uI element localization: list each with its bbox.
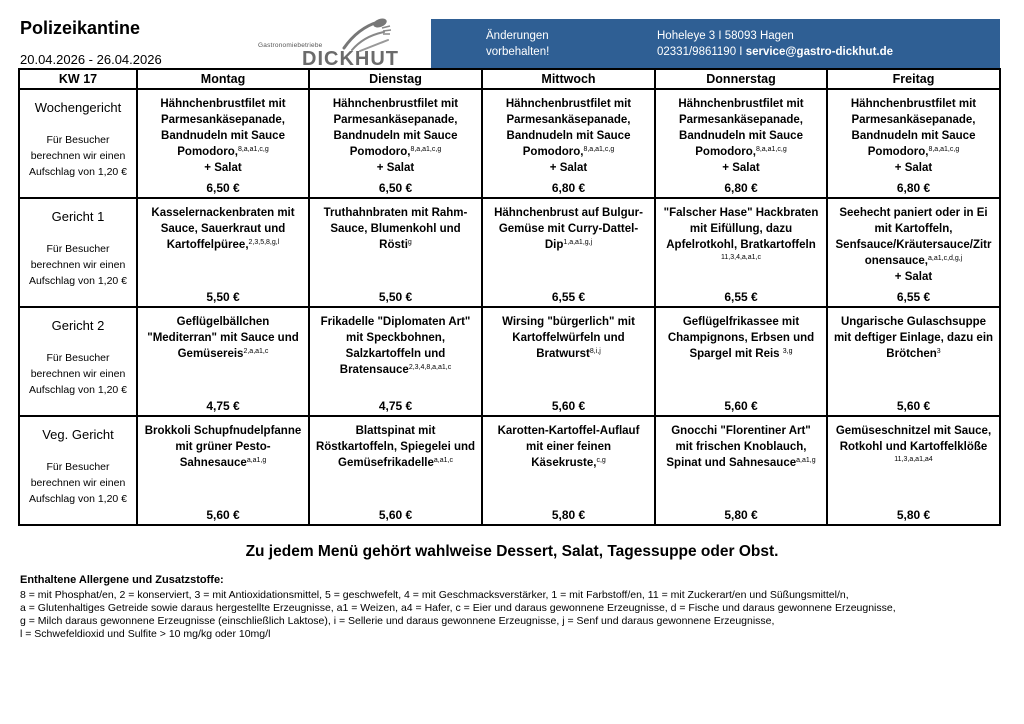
dish-line-text: Bratensauce	[339, 364, 409, 376]
dish-line: Bandnudeln mit Sauce	[161, 130, 285, 142]
dish-line: Champignons, Erbsen und	[667, 332, 815, 344]
dish-line	[658, 455, 824, 471]
price: 5,80 €	[896, 508, 931, 522]
dish-line: Hähnchenbrustfilet mit	[678, 98, 804, 110]
dish-line	[485, 144, 652, 160]
dish-line: Parmesankäsepanade,	[851, 114, 976, 126]
contact-line	[657, 44, 893, 60]
menu-row	[19, 198, 1000, 307]
visitor-note-line: Aufschlag von 1,20 €	[28, 275, 128, 287]
dish-line: Bandnudeln mit Sauce	[506, 130, 631, 142]
dish-name	[483, 308, 654, 362]
dish-name	[483, 90, 654, 176]
dish-line-text: Pomodoro,	[867, 146, 929, 158]
dish-name	[656, 90, 826, 176]
date-range: 20.04.2026 - 26.04.2026	[20, 52, 162, 67]
price: 6,55 €	[724, 290, 758, 304]
header-row	[19, 69, 1000, 89]
price: 6,80 €	[551, 181, 586, 195]
visitor-note-line: Aufschlag von 1,20 €	[28, 384, 128, 396]
menu-row	[19, 307, 1000, 416]
dish-line: Frikadelle "Diplomaten Art"	[320, 316, 471, 328]
menu-cell	[655, 307, 827, 416]
dish-line-text: Pomodoro,	[349, 146, 411, 158]
menu-cell	[137, 416, 309, 525]
menu-cell	[482, 89, 655, 198]
dish-line	[485, 455, 652, 471]
menu-table	[18, 68, 1001, 526]
menu-cell	[827, 198, 1000, 307]
visitor-surcharge-note	[20, 350, 136, 398]
dish-name	[828, 417, 999, 464]
dish-name	[310, 417, 481, 471]
dish-line	[140, 455, 306, 471]
visitor-surcharge-note	[20, 459, 136, 507]
dish-name	[828, 308, 999, 362]
dish-line: Apfelrotkohl, Bratkartoffeln	[666, 239, 816, 251]
row-name: Veg. Gericht	[42, 427, 114, 442]
dish-line: Gemüseschnitzel mit Sauce,	[835, 425, 992, 437]
allergen-codes: 8,a,a1,c,g	[583, 146, 615, 153]
allergen-codes: g	[407, 239, 412, 246]
page-title: Polizeikantine	[20, 18, 141, 38]
allergen-title: Enthaltene Allergene und Zusatzstoffe:	[20, 574, 224, 586]
price: 5,80 €	[551, 508, 586, 522]
dish-line: Gnocchi "Florentiner Art"	[671, 425, 811, 437]
dish-line: mit Eifüllung, dazu	[689, 223, 793, 235]
dish-line: "Falscher Hase" Hackbraten	[663, 207, 819, 219]
day-header-wednesday: Mittwoch	[482, 69, 655, 89]
dish-line: Truthahnbraten mit Rahm-	[323, 207, 468, 219]
dish-line-text: Spinat und Sahnesauce	[666, 457, 797, 469]
day-header-tuesday: Dienstag	[309, 69, 482, 89]
dish-line: Rotkohl und Kartoffelklöße	[839, 441, 988, 453]
dish-line: mit einer feinen	[526, 441, 611, 453]
dish-line: "Mediterran" mit Sauce und	[147, 332, 299, 344]
dish-line	[485, 346, 652, 362]
dish-line: Brokkoli Schupfnudelpfanne	[144, 425, 302, 437]
row-name: Gericht 1	[51, 209, 105, 224]
menu-cell	[827, 416, 1000, 525]
banner-note-line: Änderungen	[486, 30, 549, 42]
salad-extra: + Salat	[549, 162, 588, 174]
dish-line: Hähnchenbrustfilet mit	[850, 98, 977, 110]
allergen-codes: a,a1,c	[433, 457, 453, 464]
dish-line: Wirsing "bürgerlich" mit	[502, 316, 635, 328]
menu-cell	[482, 198, 655, 307]
address: Hoheleye 3 I 58093 Hagen	[657, 30, 794, 42]
visitor-note-line: berechnen wir einen	[30, 477, 126, 489]
dish-line: Geflügelbällchen	[176, 316, 270, 328]
dish-name	[656, 308, 826, 362]
dish-name	[138, 417, 308, 471]
dish-line: Hähnchenbrustfilet mit	[160, 98, 286, 110]
dish-line: Senfsauce/Kräutersauce/Zitr	[835, 239, 992, 251]
price: 6,50 €	[206, 181, 240, 195]
price: 5,60 €	[378, 508, 413, 522]
dish-line: mit Kartoffeln,	[874, 223, 953, 235]
row-header	[19, 307, 137, 416]
dish-line-text: Käsekruste,	[531, 457, 597, 469]
menu-cell	[309, 307, 482, 416]
dish-line: Sauce, Sauerkraut und	[160, 223, 286, 235]
logo-subtitle: Gastronomiebetriebe	[258, 42, 323, 49]
dish-name	[310, 90, 481, 176]
allergen-codes: 8,i,j	[589, 348, 601, 355]
salad-extra: + Salat	[894, 271, 933, 283]
visitor-surcharge-note	[20, 241, 136, 289]
row-name: Gericht 2	[51, 318, 105, 333]
dish-name	[138, 308, 308, 362]
dish-line: Kartoffelwürfeln und	[512, 332, 625, 344]
allergen-codes: 8,a,a1,c,g	[410, 146, 442, 153]
dish-line	[312, 237, 479, 253]
dish-line: mit grüner Pesto-	[175, 441, 271, 453]
price: 5,80 €	[724, 508, 758, 522]
allergen-codes: 2,3,4,8,a,a1,c	[408, 364, 452, 371]
dish-name	[483, 199, 654, 253]
dish-line: Seehecht paniert oder in Ei	[839, 207, 988, 219]
dish-line: Ungarische Gulaschsuppe	[840, 316, 987, 328]
price: 4,75 €	[378, 399, 413, 413]
menu-cell	[827, 307, 1000, 416]
menu-cell	[137, 89, 309, 198]
visitor-note-line: berechnen wir einen	[30, 259, 126, 271]
dish-line	[830, 346, 997, 362]
menu-row	[19, 416, 1000, 525]
dish-line	[312, 455, 479, 471]
dish-line: Karotten-Kartoffel-Auflauf	[497, 425, 640, 437]
dish-line-text: Kartoffelpüree,	[166, 239, 249, 251]
menu-cell	[482, 416, 655, 525]
menu-cell	[655, 89, 827, 198]
dish-line: Sauce, Blumenkohl und	[330, 223, 461, 235]
dish-line-text: Gemüsefrikadelle	[338, 457, 434, 469]
allergen-line: l = Schwefeldioxid und Sulfite > 10 mg/kg oder 10mg/l	[20, 628, 271, 640]
dish-line: Kasselernackenbraten mit	[151, 207, 295, 219]
logo-brand: DICKHUT	[302, 48, 399, 70]
allergen-line: g = Milch daraus gewonnene Erzeugnisse (einschließlich Laktose), i = Sellerie und daraus gewonnene Erzeugnisse, j = Senf und daraus gewonnene Erzeugnisse,	[20, 615, 775, 627]
dish-line: mit frischen Knoblauch,	[675, 441, 807, 453]
price: 5,60 €	[896, 399, 931, 413]
price: 5,60 €	[206, 508, 240, 522]
dish-line	[830, 144, 997, 160]
dish-line	[658, 144, 824, 160]
allergen-codes: a,a1,c,d,g,j	[928, 255, 963, 262]
allergen-line: 8 = mit Phosphat/en, 2 = konserviert, 3 = mit Antioxidationsmittel, 5 = geschwefelt, 4 = mit Geschmacksverstärker, 1 = mit Farbstoff/en, 11 = mit Zuckerart/en und Süßungsmittel/n,	[20, 589, 849, 601]
visitor-note-line: Für Besucher	[46, 134, 110, 146]
dish-line	[485, 237, 652, 253]
dish-name	[828, 90, 999, 176]
visitor-surcharge-note	[20, 132, 136, 180]
dish-line: Geflügelfrikassee mit	[682, 316, 800, 328]
price: 6,55 €	[896, 290, 931, 304]
allergen-codes: a,a1,g	[796, 457, 816, 464]
allergen-codes: 2,a,a1,c	[243, 348, 269, 355]
visitor-note-line: Aufschlag von 1,20 €	[28, 493, 128, 505]
allergen-line: a = Glutenhaltiges Getreide sowie daraus hergestellte Erzeugnisse, a1 = Weizen, a4 = Hafer, c = Eier und daraus gewonnene Erzeugnisse, d = Fische und daraus gewonnene Erzeugnisse,	[20, 602, 896, 614]
salad-extra: + Salat	[722, 162, 760, 174]
dish-line: Bandnudeln mit Sauce	[333, 130, 458, 142]
menu-cell	[827, 89, 1000, 198]
banner-note	[486, 28, 549, 60]
menu-cell	[309, 89, 482, 198]
dish-line-text: Rösti	[379, 239, 408, 251]
allergen-codes: 8,a,a1,c,g	[928, 146, 960, 153]
banner-contact	[657, 28, 893, 60]
menu-cell	[309, 198, 482, 307]
dish-name	[656, 417, 826, 471]
dish-line: Bandnudeln mit Sauce	[851, 130, 976, 142]
dish-line: Parmesankäsepanade,	[160, 114, 286, 126]
allergen-codes: 8,a,a1,c,g	[755, 146, 787, 153]
row-header	[19, 416, 137, 525]
dish-name	[828, 199, 999, 285]
dish-line	[140, 346, 306, 362]
dish-line	[830, 253, 997, 269]
price: 6,55 €	[551, 290, 586, 304]
email: service@gastro-dickhut.de	[745, 46, 894, 58]
dish-line: Röstkartoffeln, Spiegelei und	[315, 441, 476, 453]
row-header	[19, 198, 137, 307]
allergen-codes: 11,3,a,a1,a4	[894, 456, 933, 463]
allergen-codes: 2,3,5,8,g,l	[248, 239, 280, 246]
price: 6,80 €	[724, 181, 758, 195]
dish-line: Gemüse mit Curry-Dattel-	[498, 223, 639, 235]
dish-line: Parmesankäsepanade,	[678, 114, 804, 126]
allergen-codes: c,g	[596, 457, 606, 464]
menu-cell	[482, 307, 655, 416]
menu-cell	[309, 416, 482, 525]
contact-banner	[431, 19, 1000, 68]
visitor-note-line: Aufschlag von 1,20 €	[28, 166, 128, 178]
row-name: Wochengericht	[34, 100, 122, 115]
allergen-codes: 8,a,a1,c,g	[237, 146, 269, 153]
dish-line-text: Pomodoro,	[695, 146, 756, 158]
dish-line	[658, 346, 824, 362]
banner-note-line: vorbehalten!	[486, 46, 550, 58]
dish-line: Salzkartoffeln und	[345, 348, 446, 360]
dish-line-text: Spargel mit Reis	[689, 348, 783, 360]
dish-line-text: Sahnesauce	[179, 457, 247, 469]
allergen-legend	[20, 589, 896, 641]
company-logo	[258, 22, 428, 68]
day-header-monday: Montag	[137, 69, 309, 89]
dish-line-text: Pomodoro,	[522, 146, 584, 158]
menu-cell	[655, 416, 827, 525]
menu-row	[19, 89, 1000, 198]
cutlery-icon	[338, 18, 394, 52]
price: 5,50 €	[378, 290, 413, 304]
allergen-codes: 3,g	[782, 348, 793, 355]
dish-line: Hähnchenbrustfilet mit	[332, 98, 459, 110]
dish-name	[310, 199, 481, 253]
dish-name	[138, 199, 308, 253]
dish-line-text: Dip	[544, 239, 564, 251]
dish-name	[138, 90, 308, 176]
salad-extra: + Salat	[894, 162, 933, 174]
allergen-codes: a,a1,g	[246, 457, 267, 464]
allergen-codes: 3	[936, 348, 941, 355]
dish-line-text: Gemüsereis	[177, 348, 244, 360]
phone: 02331/9861190 I	[657, 46, 746, 58]
dish-line: Hähnchenbrustfilet mit	[505, 98, 632, 110]
visitor-note-line: Für Besucher	[46, 243, 110, 255]
menu-cell	[655, 198, 827, 307]
row-header	[19, 89, 137, 198]
price: 4,75 €	[206, 399, 240, 413]
menu-note: Zu jedem Menü gehört wahlweise Dessert, Salat, Tagessuppe oder Obst.	[245, 543, 779, 560]
dish-line-text: Bratwurst	[536, 348, 590, 360]
dish-line: Blattspinat mit	[355, 425, 436, 437]
menu-cell	[137, 198, 309, 307]
allergen-codes: 11,3,4,a,a1,c	[721, 254, 761, 261]
dish-line: mit deftiger Einlage, dazu ein	[833, 332, 994, 344]
dish-line-text: onensauce,	[864, 255, 929, 267]
dish-name	[483, 417, 654, 471]
visitor-note-line: berechnen wir einen	[30, 150, 126, 162]
salad-extra: + Salat	[376, 162, 415, 174]
price: 6,80 €	[896, 181, 931, 195]
dish-line: Hähnchenbrust auf Bulgur-	[494, 207, 643, 219]
dish-name	[310, 308, 481, 378]
dish-line: Parmesankäsepanade,	[333, 114, 458, 126]
dish-line	[312, 144, 479, 160]
dish-line-text: Pomodoro,	[177, 146, 238, 158]
price: 5,60 €	[551, 399, 586, 413]
dish-line	[140, 144, 306, 160]
menu-cell	[137, 307, 309, 416]
dish-name	[656, 199, 826, 262]
visitor-note-line: berechnen wir einen	[30, 368, 126, 380]
day-header-friday: Freitag	[827, 69, 1000, 89]
price: 6,50 €	[378, 181, 413, 195]
week-header: KW 17	[19, 69, 137, 89]
dish-line	[312, 362, 479, 378]
dish-line: Parmesankäsepanade,	[506, 114, 631, 126]
dish-line: Bandnudeln mit Sauce	[679, 130, 803, 142]
dish-line: mit Speckbohnen,	[345, 332, 446, 344]
allergen-codes: 1,a,a1,g,j	[563, 239, 593, 246]
salad-extra: + Salat	[204, 162, 242, 174]
dish-line	[140, 237, 306, 253]
price: 5,50 €	[206, 290, 240, 304]
price: 5,60 €	[724, 399, 758, 413]
dish-line-text: Brötchen	[886, 348, 937, 360]
visitor-note-line: Für Besucher	[46, 461, 110, 473]
day-header-thursday: Donnerstag	[655, 69, 827, 89]
visitor-note-line: Für Besucher	[46, 352, 110, 364]
